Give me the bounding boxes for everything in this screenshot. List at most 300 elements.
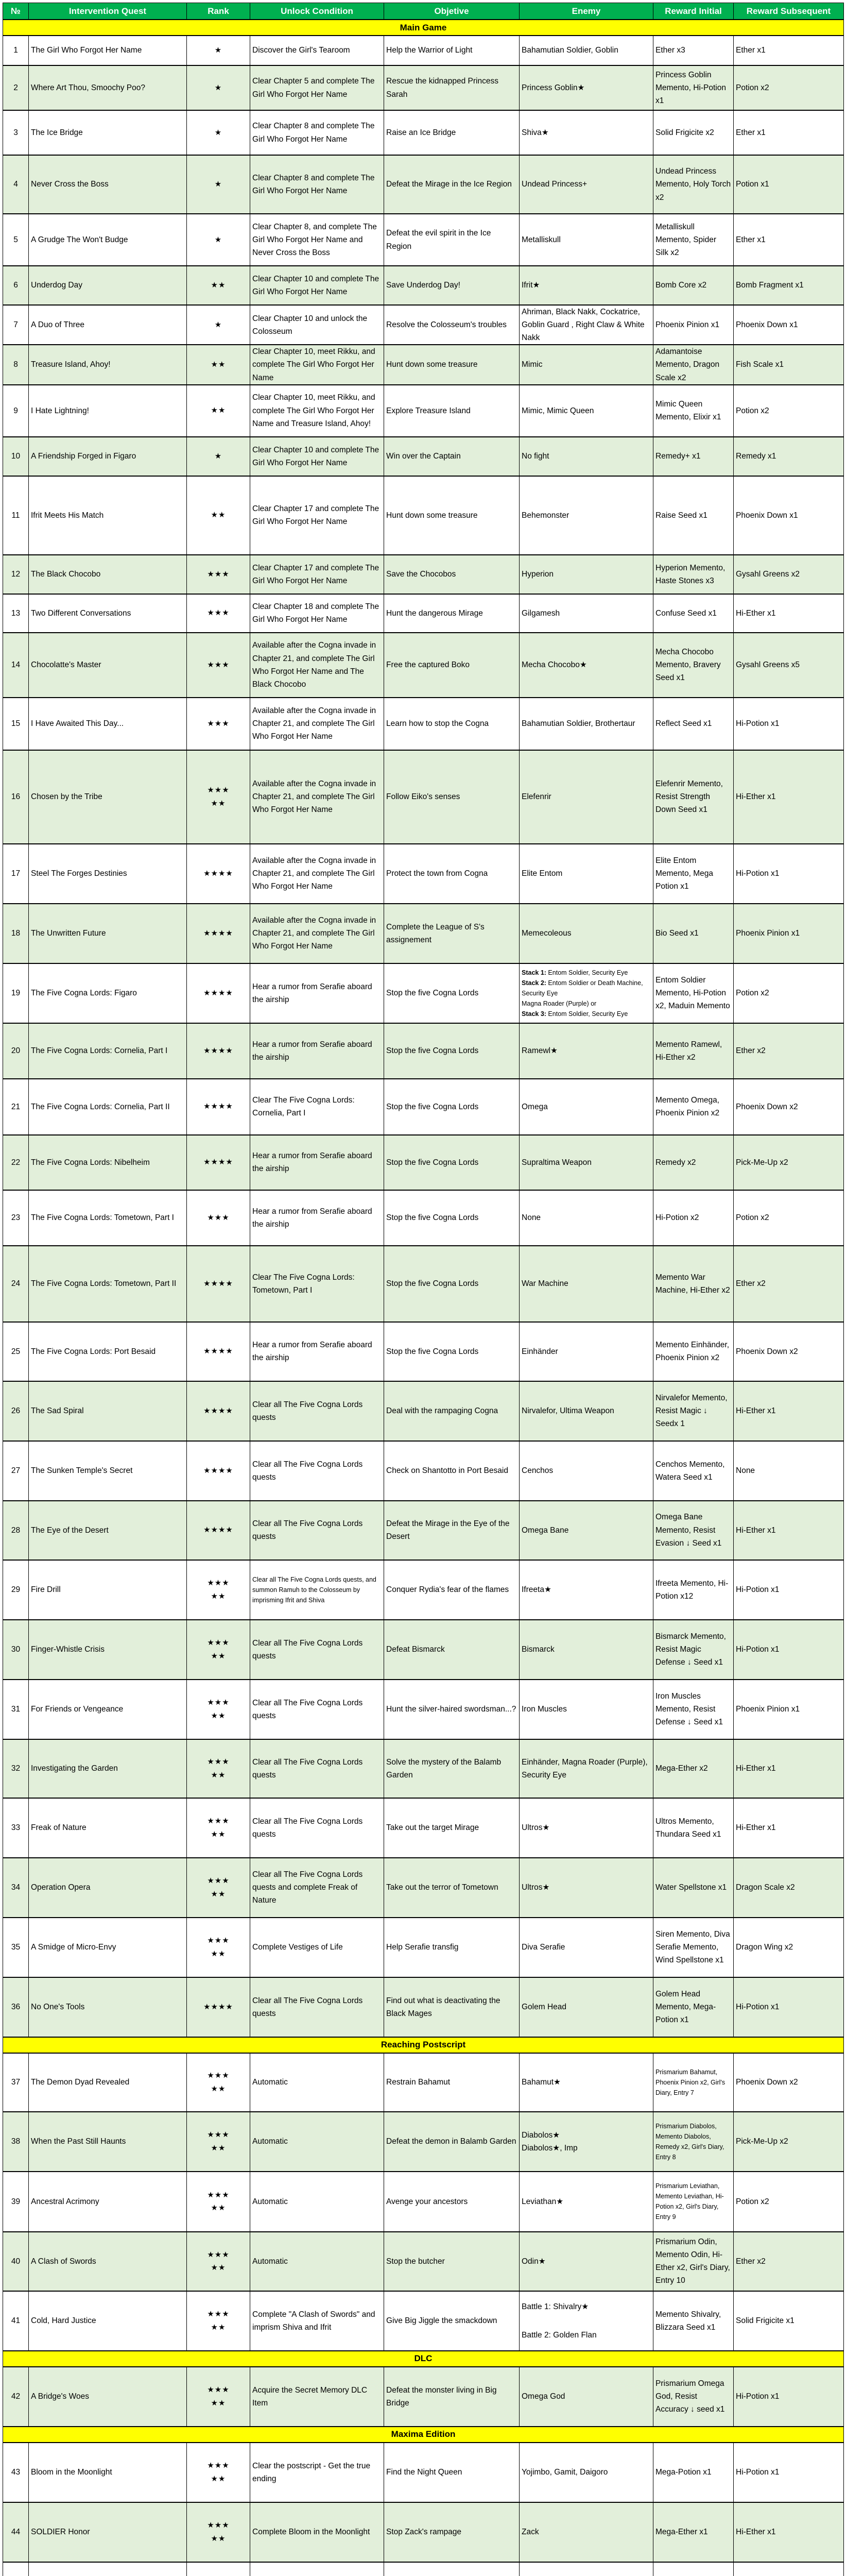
rank-stars: [187, 155, 250, 214]
row-number: 9: [3, 385, 29, 437]
star-icon: ★★★: [207, 1936, 230, 1945]
unlock-condition: Clear Chapter 10, meet Rikku, and complete The Girl Who Forgot Her Name: [250, 345, 384, 384]
reward-initial: Memento Shivalry, Blizzara Seed x1: [653, 2291, 734, 2351]
quest-name: A Bridge's Woes: [29, 2367, 187, 2427]
reward-initial: Ifreeta Memento, Hi-Potion x12: [653, 1560, 734, 1620]
table-row[interactable]: [3, 1246, 844, 1322]
enemy: Bahamutian Soldier, Brothertaur: [520, 698, 653, 750]
reward-initial: Ultros Memento, Thundara Seed x1: [653, 1798, 734, 1858]
header-objective[interactable]: Objetive: [384, 3, 520, 20]
table-row[interactable]: [3, 1918, 844, 1977]
unlock-condition: Clear Chapter 18 and complete The Girl Who Forgot Her Name: [250, 594, 384, 633]
table-row[interactable]: [3, 266, 844, 305]
section-title: DLC: [3, 2351, 844, 2367]
row-number: 25: [3, 1322, 29, 1381]
table-row[interactable]: [3, 2172, 844, 2232]
reward-initial: Elite Entom Memento, Mega Potion x1: [653, 844, 734, 904]
reward-subsequent: Potion x2: [734, 1190, 844, 1246]
row-number: 37: [3, 2053, 29, 2112]
rank-stars: [187, 2367, 250, 2427]
table-row[interactable]: [3, 1190, 844, 1246]
reward-initial: Prismarium Bahamut, Phoenix Pinion x2, Girl's Diary, Entry 7: [653, 2053, 734, 2112]
table-row[interactable]: [3, 155, 844, 214]
reward-subsequent: Hi-Potion x1: [734, 2367, 844, 2427]
reward-initial: Mega-Potion x1: [653, 2443, 734, 2502]
unlock-condition: Available after the Cogna invade in Chapter 21, and complete The Girl Who Forgot Her Name: [250, 698, 384, 750]
quest-name: The Unwritten Future: [29, 904, 187, 963]
star-icon: ★★★★: [203, 1347, 233, 1356]
row-number: 18: [3, 904, 29, 963]
header-quest[interactable]: Intervention Quest: [29, 3, 187, 20]
stack-enemies: Entom Soldier, Security Eye: [546, 969, 628, 976]
table-row[interactable]: [3, 1023, 844, 1079]
table-row[interactable]: [3, 1501, 844, 1560]
quest-name: A Smidge of Micro-Envy: [29, 1918, 187, 1977]
objective: Stop the five Cogna Lords: [384, 1135, 520, 1190]
star-icon: ★: [214, 235, 222, 244]
quest-name: I Hate Lightning!: [29, 385, 187, 437]
objective: Complete the League of S's assignement: [384, 904, 520, 963]
rank-stars: [187, 1023, 250, 1079]
enemy: Odin★: [520, 2232, 653, 2291]
rank-stars: [187, 476, 250, 555]
objective: [384, 2562, 520, 2576]
table-row[interactable]: [3, 1441, 844, 1501]
reward-subsequent: Solid Frigicite x1: [734, 2291, 844, 2351]
quest-name: The Five Cogna Lords: Figaro: [29, 963, 187, 1023]
row-number: 3: [3, 110, 29, 155]
enemy: Metalliskull: [520, 214, 653, 266]
row-number: 10: [3, 437, 29, 476]
unlock-condition: Clear all The Five Cogna Lords quests: [250, 1798, 384, 1858]
stack-enemies: Entom Soldier, Security Eye: [546, 1010, 628, 1018]
row-number: 24: [3, 1246, 29, 1322]
star-icon: ★: [214, 46, 222, 55]
quest-name: The Demon Dyad Revealed: [29, 2053, 187, 2112]
table-row[interactable]: [3, 2291, 844, 2351]
objective: Hunt the silver-haired swordsman...?: [384, 1680, 520, 1739]
rank-stars: [187, 2562, 250, 2576]
quest-name: Steel The Forges Destinies: [29, 844, 187, 904]
unlock-condition: Clear all The Five Cogna Lords quests and complete Freak of Nature: [250, 1858, 384, 1918]
table-row[interactable]: [3, 476, 844, 555]
reward-subsequent: Ether x2: [734, 2232, 844, 2291]
rank-stars: [187, 36, 250, 65]
star-icon: ★★: [211, 2204, 226, 2213]
enemy: Ultros★: [520, 1798, 653, 1858]
star-icon: ★★★: [207, 2130, 230, 2140]
star-icon: ★★: [211, 2398, 226, 2408]
quest-name: No One's Tools: [29, 1977, 187, 2037]
unlock-condition: Clear all The Five Cogna Lords quests: [250, 1620, 384, 1680]
quest-name: Chocolatte's Master: [29, 633, 187, 698]
section-header-row: [3, 2351, 844, 2367]
reward-initial: Phoenix Pinion x1: [653, 305, 734, 345]
table-row[interactable]: [3, 1977, 844, 2037]
table-row[interactable]: [3, 437, 844, 476]
star-icon: ★★★★: [203, 928, 233, 938]
enemy: [520, 963, 653, 1023]
enemy: Elefenrir: [520, 750, 653, 844]
reward-initial: Memento War Machine, Hi-Ether x2: [653, 1246, 734, 1322]
reward-subsequent: Fish Scale x1: [734, 345, 844, 384]
table-row[interactable]: [3, 345, 844, 384]
table-row[interactable]: [3, 594, 844, 633]
unlock-condition: Hear a rumor from Serafie aboard the airship: [250, 1322, 384, 1381]
star-icon: ★★: [211, 1591, 226, 1601]
objective: Save the Chocobos: [384, 555, 520, 594]
unlock-condition: Complete Bloom in the Moonlight: [250, 2502, 384, 2562]
table-row[interactable]: [3, 385, 844, 437]
star-icon: ★★: [211, 1889, 226, 1899]
quest-name: The Sunken Temple's Secret: [29, 1441, 187, 1501]
enemy: Bahamutian Soldier, Goblin: [520, 36, 653, 65]
reward-subsequent: Ether x2: [734, 1246, 844, 1322]
star-icon: ★★★: [207, 1757, 230, 1767]
enemy: Bahamut★: [520, 2053, 653, 2112]
star-icon: ★★★: [207, 1817, 230, 1826]
reward-subsequent: Potion x1: [734, 155, 844, 214]
enemy: Omega God: [520, 2367, 653, 2427]
reward-subsequent: Remedy x1: [734, 437, 844, 476]
section-header-row: [3, 2427, 844, 2443]
row-number: 21: [3, 1079, 29, 1135]
unlock-condition: Clear Chapter 17 and complete The Girl Who Forgot Her Name: [250, 476, 384, 555]
row-number: 12: [3, 555, 29, 594]
quest-name: [29, 2562, 187, 2576]
reward-initial: Reflect Seed x1: [653, 698, 734, 750]
quest-name: Investigating the Garden: [29, 1739, 187, 1798]
reward-subsequent: Hi-Potion x1: [734, 2443, 844, 2502]
row-number: 33: [3, 1798, 29, 1858]
enemy: Ifreeta★: [520, 1560, 653, 1620]
star-icon: ★★: [211, 2534, 226, 2543]
table-row[interactable]: [3, 1739, 844, 1798]
quest-name: The Five Cogna Lords: Tometown, Part I: [29, 1190, 187, 1246]
star-icon: ★★★★: [203, 1158, 233, 1167]
reward-subsequent: Ether x2: [734, 1023, 844, 1079]
objective: Take out the terror of Tometown: [384, 1858, 520, 1918]
enemy: Yojimbo, Gamit, Daigoro: [520, 2443, 653, 2502]
row-number: 6: [3, 266, 29, 305]
unlock-condition: Clear the postscript - Get the true ending: [250, 2443, 384, 2502]
reward-subsequent: Potion x2: [734, 65, 844, 110]
table-row[interactable]: [3, 1858, 844, 1918]
table-row[interactable]: [3, 2502, 844, 2562]
rank-stars: [187, 633, 250, 698]
table-row[interactable]: [3, 633, 844, 698]
quest-name: The Five Cogna Lords: Cornelia, Part II: [29, 1079, 187, 1135]
table-row[interactable]: [3, 1135, 844, 1190]
enemy: Hyperion: [520, 555, 653, 594]
row-number: 20: [3, 1023, 29, 1079]
quest-name: Chosen by the Tribe: [29, 750, 187, 844]
rank-stars: [187, 385, 250, 437]
table-row[interactable]: [3, 750, 844, 844]
unlock-condition: Clear all The Five Cogna Lords quests: [250, 1381, 384, 1441]
table-row[interactable]: [3, 214, 844, 266]
row-number: 34: [3, 1858, 29, 1918]
reward-subsequent: [734, 2562, 844, 2576]
reward-subsequent: Hi-Ether x1: [734, 1739, 844, 1798]
row-number: 36: [3, 1977, 29, 2037]
star-icon: ★★★: [207, 2071, 230, 2080]
row-number: 8: [3, 345, 29, 384]
enemy: Memecoleous: [520, 904, 653, 963]
enemy-stack-line: [522, 968, 651, 978]
row-number: 31: [3, 1680, 29, 1739]
reward-initial: Golem Head Memento, Mega-Potion x1: [653, 1977, 734, 2037]
header-reward-subsequent[interactable]: Reward Subsequent: [734, 3, 844, 20]
objective: Save Underdog Day!: [384, 266, 520, 305]
rank-stars: [187, 2053, 250, 2112]
objective: Free the captured Boko: [384, 633, 520, 698]
reward-subsequent: Hi-Ether x1: [734, 594, 844, 633]
section-title: Main Game: [3, 20, 844, 36]
row-number: 29: [3, 1560, 29, 1620]
enemy: Elite Entom: [520, 844, 653, 904]
rank-stars: [187, 904, 250, 963]
reward-subsequent: Phoenix Down x2: [734, 1079, 844, 1135]
table-row[interactable]: [3, 305, 844, 345]
objective: Help Serafie transfig: [384, 1918, 520, 1977]
section-header-row: [3, 2037, 844, 2053]
table-row[interactable]: [3, 904, 844, 963]
rank-stars: [187, 2112, 250, 2172]
header-reward-initial[interactable]: Reward Initial: [653, 3, 734, 20]
table-row[interactable]: [3, 555, 844, 594]
table-row[interactable]: [3, 1079, 844, 1135]
row-number: 28: [3, 1501, 29, 1560]
stack-label: Stack 3:: [522, 1010, 546, 1018]
reward-initial: Mega-Ether x1: [653, 2502, 734, 2562]
enemy: Ultros★: [520, 1858, 653, 1918]
objective: Restrain Bahamut: [384, 2053, 520, 2112]
reward-initial: Raise Seed x1: [653, 476, 734, 555]
unlock-condition: Available after the Cogna invade in Chapter 21, and complete The Girl Who Forgot Her Name: [250, 904, 384, 963]
header-row: [3, 3, 844, 20]
stack-enemies: Magna Roader (Purple) or: [522, 999, 597, 1007]
enemy: Mecha Chocobo★: [520, 633, 653, 698]
enemy: None: [520, 1190, 653, 1246]
enemy: Ramewl★: [520, 1023, 653, 1079]
quest-name: The Eye of the Desert: [29, 1501, 187, 1560]
enemy: Einhänder: [520, 1322, 653, 1381]
rank-stars: [187, 266, 250, 305]
rank-stars: [187, 1079, 250, 1135]
header-enemy[interactable]: Enemy: [520, 3, 653, 20]
reward-initial: Mimic Queen Memento, Elixir x1: [653, 385, 734, 437]
rank-stars: [187, 345, 250, 384]
star-icon: ★★★: [207, 2310, 230, 2319]
table-row[interactable]: [3, 1620, 844, 1680]
table-row[interactable]: [3, 1798, 844, 1858]
reward-initial: Nirvalefor Memento, Resist Magic ↓ Seedx 1: [653, 1381, 734, 1441]
table-row[interactable]: [3, 2053, 844, 2112]
rank-stars: [187, 2443, 250, 2502]
objective: Defeat the Mirage in the Ice Region: [384, 155, 520, 214]
star-icon: ★★★: [207, 1698, 230, 1707]
table-row[interactable]: [3, 2443, 844, 2502]
reward-initial: Princess Goblin Memento, Hi-Potion x1: [653, 65, 734, 110]
reward-initial: Ether x3: [653, 36, 734, 65]
star-icon: ★★: [211, 1829, 226, 1839]
unlock-condition: Clear Chapter 10 and unlock the Colosseum: [250, 305, 384, 345]
rank-stars: [187, 2291, 250, 2351]
enemy: [520, 2291, 653, 2351]
stack-enemies: Entom Soldier or Death Machine, Security Eye: [522, 979, 643, 997]
row-number: 43: [3, 2443, 29, 2502]
reward-initial: Hi-Potion x2: [653, 1190, 734, 1246]
enemy: [520, 2562, 653, 2576]
table-row[interactable]: [3, 698, 844, 750]
section-title: Maxima Edition: [3, 2427, 844, 2443]
table-row[interactable]: [3, 65, 844, 110]
enemy: Undead Princess+: [520, 155, 653, 214]
reward-subsequent: Ether x1: [734, 110, 844, 155]
table-row[interactable]: [3, 1560, 844, 1620]
star-icon: ★★★: [207, 719, 230, 728]
objective: Explore Treasure Island: [384, 385, 520, 437]
reward-initial: Siren Memento, Diva Serafie Memento, Wind Spellstone x1: [653, 1918, 734, 1977]
row-number: 7: [3, 305, 29, 345]
row-number: 4: [3, 155, 29, 214]
reward-initial: Entom Soldier Memento, Hi-Potion x2, Maduin Memento: [653, 963, 734, 1023]
quest-name: Never Cross the Boss: [29, 155, 187, 214]
star-icon: ★★★: [207, 569, 230, 579]
star-icon: ★: [214, 180, 222, 189]
unlock-condition: Clear Chapter 10, meet Rikku, and complete The Girl Who Forgot Her Name and Treasure Island, Ahoy!: [250, 385, 384, 437]
enemy: [520, 2112, 653, 2172]
rank-stars: [187, 594, 250, 633]
reward-subsequent: Hi-Potion x1: [734, 1977, 844, 2037]
reward-subsequent: Hi-Potion x1: [734, 1560, 844, 1620]
objective: Give Big Jiggle the smackdown: [384, 2291, 520, 2351]
reward-initial: Remedy+ x1: [653, 437, 734, 476]
table-row[interactable]: [3, 1680, 844, 1739]
star-icon: ★: [214, 451, 222, 461]
row-number: 19: [3, 963, 29, 1023]
enemy: Ahriman, Black Nakk, Cockatrice, Goblin Guard , Right Claw & White Nakk: [520, 305, 653, 345]
star-icon: ★★: [211, 360, 226, 369]
quest-name: Bloom in the Moonlight: [29, 2443, 187, 2502]
enemy: No fight: [520, 437, 653, 476]
header-unlock[interactable]: Unlock Condition: [250, 3, 384, 20]
objective: Protect the town from Cogna: [384, 844, 520, 904]
reward-subsequent: Dragon Wing x2: [734, 1918, 844, 1977]
reward-subsequent: Pick-Me-Up x2: [734, 1135, 844, 1190]
quest-name: A Clash of Swords: [29, 2232, 187, 2291]
rank-stars: [187, 214, 250, 266]
enemy-battle: Battle 1: Shivalry★: [522, 2302, 589, 2311]
reward-initial: Water Spellstone x1: [653, 1858, 734, 1918]
enemy: Leviathan★: [520, 2172, 653, 2232]
star-icon: ★★★: [207, 608, 230, 618]
star-icon: ★★: [211, 2323, 226, 2332]
row-number: 39: [3, 2172, 29, 2232]
reward-initial: Metalliskull Memento, Spider Silk x2: [653, 214, 734, 266]
reward-initial: [653, 2562, 734, 2576]
unlock-condition: Hear a rumor from Serafie aboard the airship: [250, 1135, 384, 1190]
objective: Stop the five Cogna Lords: [384, 963, 520, 1023]
reward-initial: Confuse Seed x1: [653, 594, 734, 633]
star-icon: ★★★: [207, 1213, 230, 1222]
table-row[interactable]: [3, 1381, 844, 1441]
table-row[interactable]: [3, 2232, 844, 2291]
star-icon: ★★★: [207, 1579, 230, 1588]
table-row[interactable]: [3, 844, 844, 904]
reward-initial: Hyperion Memento, Haste Stones x3: [653, 555, 734, 594]
enemy: Shiva★: [520, 110, 653, 155]
objective: Learn how to stop the Cogna: [384, 698, 520, 750]
unlock-condition: Hear a rumor from Serafie aboard the airship: [250, 1190, 384, 1246]
rank-stars: [187, 1680, 250, 1739]
star-icon: ★★★★: [203, 2002, 233, 2011]
stack-label: Stack 2:: [522, 979, 546, 987]
quest-name: Cold, Hard Justice: [29, 2291, 187, 2351]
header-rank[interactable]: Rank: [187, 3, 250, 20]
table-row[interactable]: [3, 963, 844, 1023]
star-icon: ★: [214, 128, 222, 137]
row-number: 23: [3, 1190, 29, 1246]
quest-name: The Five Cogna Lords: Nibelheim: [29, 1135, 187, 1190]
table-row[interactable]: [3, 2562, 844, 2576]
star-icon: ★★★★: [203, 1406, 233, 1415]
row-number: 16: [3, 750, 29, 844]
rank-stars: [187, 1381, 250, 1441]
objective: Help the Warrior of Light: [384, 36, 520, 65]
table-row[interactable]: [3, 36, 844, 65]
unlock-condition: Available after the Cogna invade in Chapter 21, and complete The Girl Who Forgot Her Name: [250, 844, 384, 904]
reward-initial: Prismarium Leviathan, Memento Leviathan, Hi-Potion x2, Girl's Diary, Entry 9: [653, 2172, 734, 2232]
objective: Defeat the evil spirit in the Ice Region: [384, 214, 520, 266]
enemy: Bismarck: [520, 1620, 653, 1680]
reward-initial: Iron Muscles Memento, Resist Defense ↓ Seed x1: [653, 1680, 734, 1739]
table-row[interactable]: [3, 1322, 844, 1381]
quest-name: The Five Cogna Lords: Tometown, Part II: [29, 1246, 187, 1322]
row-number: 11: [3, 476, 29, 555]
row-number: 27: [3, 1441, 29, 1501]
star-icon: ★★: [211, 1949, 226, 1958]
reward-subsequent: Hi-Ether x1: [734, 750, 844, 844]
unlock-condition: Available after the Cogna invade in Chapter 21, and complete The Girl Who Forgot Her Name: [250, 750, 384, 844]
quest-name: Freak of Nature: [29, 1798, 187, 1858]
enemy-stack-line: [522, 1009, 651, 1019]
reward-initial: Bio Seed x1: [653, 904, 734, 963]
table-row[interactable]: [3, 2112, 844, 2172]
star-icon: ★★★: [207, 2521, 230, 2530]
rank-stars: [187, 1246, 250, 1322]
reward-subsequent: Gysahl Greens x2: [734, 555, 844, 594]
row-number: 40: [3, 2232, 29, 2291]
unlock-condition: [250, 2562, 384, 2576]
reward-initial: Memento Einhänder, Phoenix Pinion x2: [653, 1322, 734, 1381]
rank-stars: [187, 1190, 250, 1246]
row-number: 38: [3, 2112, 29, 2172]
star-icon: ★★: [211, 1770, 226, 1780]
reward-subsequent: Hi-Potion x1: [734, 844, 844, 904]
unlock-condition: Automatic: [250, 2172, 384, 2232]
rank-stars: [187, 963, 250, 1023]
enemy-stack-line: [522, 998, 651, 1009]
table-row[interactable]: [3, 110, 844, 155]
unlock-condition: Complete "A Clash of Swords" and imprism Shiva and Ifrit: [250, 2291, 384, 2351]
table-row[interactable]: [3, 2367, 844, 2427]
quest-name: Where Art Thou, Smoochy Poo?: [29, 65, 187, 110]
header-num[interactable]: №: [3, 3, 29, 20]
objective: Stop the five Cogna Lords: [384, 1246, 520, 1322]
section-title: Reaching Postscript: [3, 2037, 844, 2053]
